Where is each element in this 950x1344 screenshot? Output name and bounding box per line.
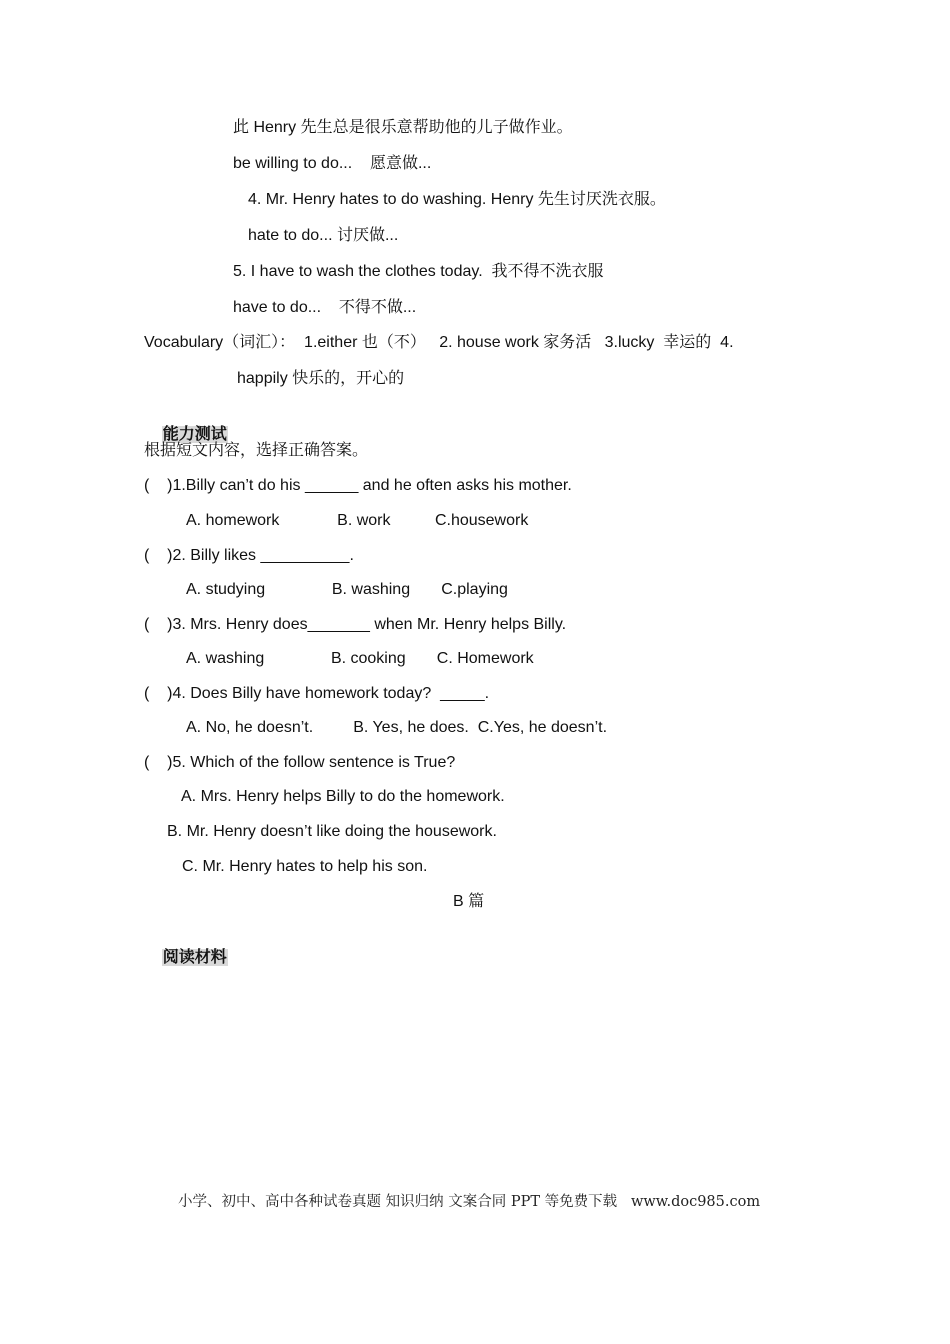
question-3-stem: ( )3. Mrs. Henry does_______ when Mr. Henry helps Billy. [144,616,567,633]
explanation-line-1: 此 Henry 先生总是很乐意帮助他的儿子做作业。 [233,119,573,136]
explanation-line-4: hate to do... 讨厌做... [248,227,399,244]
page-footer: 小学、初中、高中各种试卷真题 知识归纳 文案合同 PPT 等免费下载 www.doc985.com [178,1194,761,1210]
vocabulary-line-2: happily 快乐的，开心的 [237,370,405,387]
explanation-line-2: be willing to do... 愿意做... [233,155,432,172]
question-3-options: A. washing B. cooking C. Homework [186,650,534,667]
vocabulary-line-1: Vocabulary（词汇）： 1.either 也（不） 2. house work 家务活 3.lucky 幸运的 4. [144,334,734,351]
question-4-stem: ( )4. Does Billy have homework today? _____. [144,685,490,702]
instruction-text: 根据短文内容，选择正确答案。 [144,442,369,459]
question-2-options: A. studying B. washing C.playing [186,581,508,598]
section-heading-reading-material [144,928,228,988]
question-1-options: A. homework B. work C.housework [186,512,529,529]
reading-material-heading-text: 阅读材料 [162,949,227,966]
question-5-option-c: C. Mr. Henry hates to help his son. [182,858,428,875]
question-2-stem: ( )2. Billy likes __________. [144,547,354,564]
question-5-option-b: B. Mr. Henry doesn’t like doing the housework. [167,823,497,840]
explanation-line-6: have to do... 不得不做... [233,299,417,316]
question-1-stem: ( )1.Billy can’t do his ______ and he often asks his mother. [144,477,572,494]
explanation-line-3: 4. Mr. Henry hates to do washing. Henry 先生讨厌洗衣服。 [248,191,666,208]
question-5-stem: ( )5. Which of the follow sentence is True? [144,754,456,771]
question-5-option-a: A. Mrs. Henry helps Billy to do the homework. [181,788,505,805]
ability-test-heading-text: 能力测试 [162,426,227,443]
section-b-title: B 篇 [453,893,485,910]
question-4-options: A. No, he doesn’t. B. Yes, he does. C.Yes, he doesn’t. [186,719,608,736]
explanation-line-5: 5. I have to wash the clothes today. 我不得不洗衣服 [233,263,604,280]
